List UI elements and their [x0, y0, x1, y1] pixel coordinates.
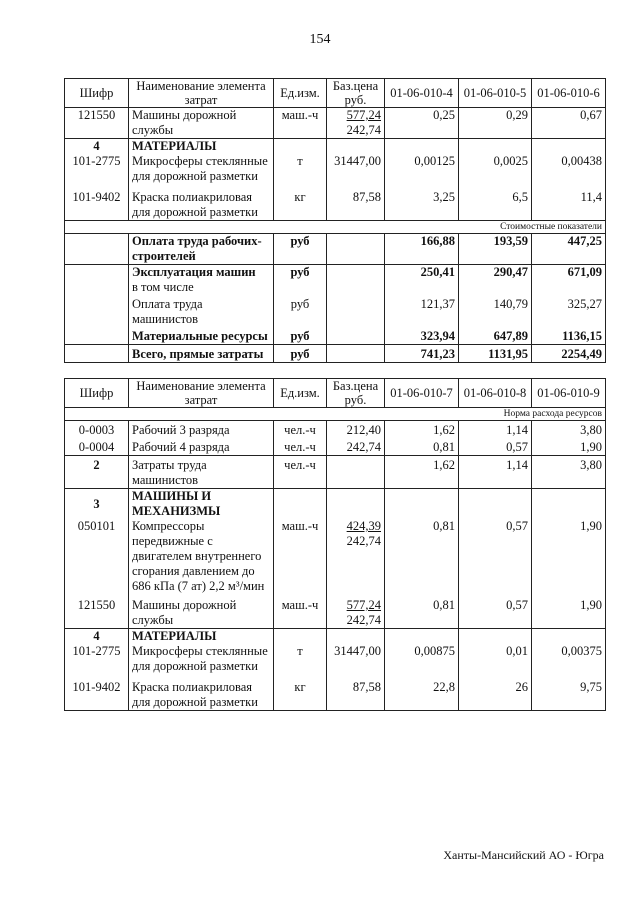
- table-row: [65, 154, 606, 184]
- row-value: 741,23: [385, 345, 459, 363]
- row-code: 121550: [65, 108, 129, 139]
- row-value: 0,81: [385, 438, 459, 456]
- header-rate-code: 01-06-010-4: [385, 79, 459, 108]
- row-value: 6,5: [459, 184, 532, 221]
- row-price: 31447,00: [327, 644, 385, 674]
- header-code: Шифр: [65, 79, 129, 108]
- row-unit: кг: [274, 674, 327, 711]
- row-value: 0,0025: [459, 154, 532, 184]
- row-name: Машины дорожной службы: [129, 108, 274, 139]
- row-value: 193,59: [459, 234, 532, 265]
- row-unit: чел.-ч: [274, 438, 327, 456]
- row-value: 671,09: [532, 265, 606, 296]
- row-unit: т: [274, 154, 327, 184]
- row-name: Материальные ресурсы: [129, 327, 274, 345]
- row-value: 1,14: [459, 421, 532, 439]
- row-value: 0,00875: [385, 644, 459, 674]
- row-value: 26: [459, 674, 532, 711]
- row-value: 290,47: [459, 265, 532, 296]
- row-value: 9,75: [532, 674, 606, 711]
- section-number: 4: [65, 629, 129, 645]
- row-value: 0,00438: [532, 154, 606, 184]
- row-price: [327, 108, 385, 139]
- header-name: Наименование элемента затрат: [129, 79, 274, 108]
- row-name: Оплата труда рабочих-строителей: [129, 234, 274, 265]
- row-name: [129, 265, 274, 296]
- section-title: МАТЕРИАЛЫ: [129, 139, 274, 155]
- row-value: 0,81: [385, 519, 459, 594]
- row-value: 140,79: [459, 295, 532, 327]
- table-header: [65, 79, 606, 108]
- row-name: Оплата труда машинистов: [129, 295, 274, 327]
- row-name: Затраты труда машинистов: [129, 456, 274, 489]
- table-row: [65, 234, 606, 265]
- row-value: 121,37: [385, 295, 459, 327]
- band-label: Стоимостные показатели: [65, 221, 606, 234]
- table-row: [65, 327, 606, 345]
- row-value: 0,67: [532, 108, 606, 139]
- section-number: 4: [65, 139, 129, 155]
- row-code: 0-0003: [65, 421, 129, 439]
- row-value: 250,41: [385, 265, 459, 296]
- row-unit: чел.-ч: [274, 421, 327, 439]
- row-value: 0,57: [459, 594, 532, 629]
- row-unit: маш.-ч: [274, 594, 327, 629]
- row-value: 2254,49: [532, 345, 606, 363]
- row-price: 87,58: [327, 184, 385, 221]
- table-row: [65, 345, 606, 363]
- section-title: МАТЕРИАЛЫ: [129, 629, 274, 645]
- table-row: [65, 644, 606, 674]
- row-unit: маш.-ч: [274, 519, 327, 594]
- estimate-table-1: [64, 78, 606, 363]
- header-rate-code: 01-06-010-9: [532, 379, 606, 408]
- row-value: 1,62: [385, 421, 459, 439]
- row-code: 101-9402: [65, 674, 129, 711]
- table-row: [65, 421, 606, 439]
- table-row: [65, 438, 606, 456]
- band-row: [65, 221, 606, 234]
- page-number: 154: [309, 32, 331, 47]
- band-label: Норма расхода ресурсов: [65, 408, 606, 421]
- table-row: [65, 295, 606, 327]
- row-value: 1,90: [532, 438, 606, 456]
- row-code: 121550: [65, 594, 129, 629]
- row-unit: руб: [274, 295, 327, 327]
- row-code: 101-9402: [65, 184, 129, 221]
- header-unit: Ед.изм.: [274, 79, 327, 108]
- row-value: 3,80: [532, 456, 606, 489]
- price-top: 577,24: [346, 598, 381, 612]
- row-unit: руб: [274, 327, 327, 345]
- header-rate-code: 01-06-010-6: [532, 79, 606, 108]
- band-row: [65, 408, 606, 421]
- row-code: 2: [65, 456, 129, 489]
- header-rate-code: 01-06-010-5: [459, 79, 532, 108]
- row-unit: руб: [274, 265, 327, 296]
- price-bottom: 242,74: [346, 123, 381, 137]
- row-unit: маш.-ч: [274, 108, 327, 139]
- section-number: 3: [65, 489, 129, 520]
- row-value: 1,14: [459, 456, 532, 489]
- footer-region: Ханты-Мансийский АО - Югра: [443, 848, 604, 862]
- row-value: 1,90: [532, 594, 606, 629]
- row-code: 101-2775: [65, 154, 129, 184]
- row-value: 325,27: [532, 295, 606, 327]
- table-row: [65, 108, 606, 139]
- row-value: 323,94: [385, 327, 459, 345]
- price-top: 424,39: [346, 519, 381, 533]
- row-value: 1,90: [532, 519, 606, 594]
- section-heading: [65, 139, 606, 155]
- row-code: 050101: [65, 519, 129, 594]
- estimate-table-2: [64, 378, 606, 711]
- row-price: [327, 594, 385, 629]
- header-unit: Ед.изм.: [274, 379, 327, 408]
- row-value: 0,57: [459, 519, 532, 594]
- row-name: Рабочий 3 разряда: [129, 421, 274, 439]
- header-price: Баз.цена руб.: [327, 79, 385, 108]
- table-row: [65, 184, 606, 221]
- row-value: 1136,15: [532, 327, 606, 345]
- row-name: Машины дорожной службы: [129, 594, 274, 629]
- row-value: 1131,95: [459, 345, 532, 363]
- row-name-main: Эксплуатация машин: [132, 265, 256, 279]
- row-value: 0,01: [459, 644, 532, 674]
- row-name: Микросферы стеклянные для дорожной разметки: [129, 154, 274, 184]
- header-rate-code: 01-06-010-8: [459, 379, 532, 408]
- row-unit: чел.-ч: [274, 456, 327, 489]
- price-bottom: 242,74: [346, 613, 381, 627]
- row-price: 31447,00: [327, 154, 385, 184]
- table-header: [65, 379, 606, 408]
- row-price: 212,40: [327, 421, 385, 439]
- row-code: 0-0004: [65, 438, 129, 456]
- row-value: 0,25: [385, 108, 459, 139]
- price-top: 577,24: [346, 108, 381, 122]
- row-value: 3,80: [532, 421, 606, 439]
- row-price: [327, 519, 385, 594]
- section-heading: [65, 489, 606, 520]
- row-value: 1,62: [385, 456, 459, 489]
- table-row: [65, 519, 606, 594]
- row-price: 242,74: [327, 438, 385, 456]
- row-value: 447,25: [532, 234, 606, 265]
- section-heading: [65, 629, 606, 645]
- row-value: 11,4: [532, 184, 606, 221]
- row-value: 3,25: [385, 184, 459, 221]
- row-value: 22,8: [385, 674, 459, 711]
- header-name: Наименование элемента затрат: [129, 379, 274, 408]
- row-unit: руб: [274, 234, 327, 265]
- row-value: 0,81: [385, 594, 459, 629]
- row-name: Краска полиакриловая для дорожной разметки: [129, 184, 274, 221]
- row-value: 0,29: [459, 108, 532, 139]
- row-name: Рабочий 4 разряда: [129, 438, 274, 456]
- row-unit: кг: [274, 184, 327, 221]
- row-name: Микросферы стеклянные для дорожной разметки: [129, 644, 274, 674]
- table-row: [65, 594, 606, 629]
- row-value: 647,89: [459, 327, 532, 345]
- row-name: Компрессоры передвижные с двигателем внутреннего сгорания давлением до 686 кПа (7 ат) 2,2 м³/мин: [129, 519, 274, 594]
- header-rate-code: 01-06-010-7: [385, 379, 459, 408]
- row-value: 0,00375: [532, 644, 606, 674]
- row-unit: руб: [274, 345, 327, 363]
- table-row: [65, 265, 606, 296]
- row-price: 87,58: [327, 674, 385, 711]
- row-value: 166,88: [385, 234, 459, 265]
- row-code: 101-2775: [65, 644, 129, 674]
- row-unit: т: [274, 644, 327, 674]
- row-value: 0,00125: [385, 154, 459, 184]
- row-value: 0,57: [459, 438, 532, 456]
- header-code: Шифр: [65, 379, 129, 408]
- row-name: Всего, прямые затраты: [129, 345, 274, 363]
- price-bottom: 242,74: [346, 534, 381, 548]
- row-name-sub: в том числе: [132, 280, 194, 294]
- table-row: [65, 674, 606, 711]
- row-name: Краска полиакриловая для дорожной разметки: [129, 674, 274, 711]
- table-row: [65, 456, 606, 489]
- section-title: МАШИНЫ И МЕХАНИЗМЫ: [129, 489, 274, 520]
- header-price: Баз.цена руб.: [327, 379, 385, 408]
